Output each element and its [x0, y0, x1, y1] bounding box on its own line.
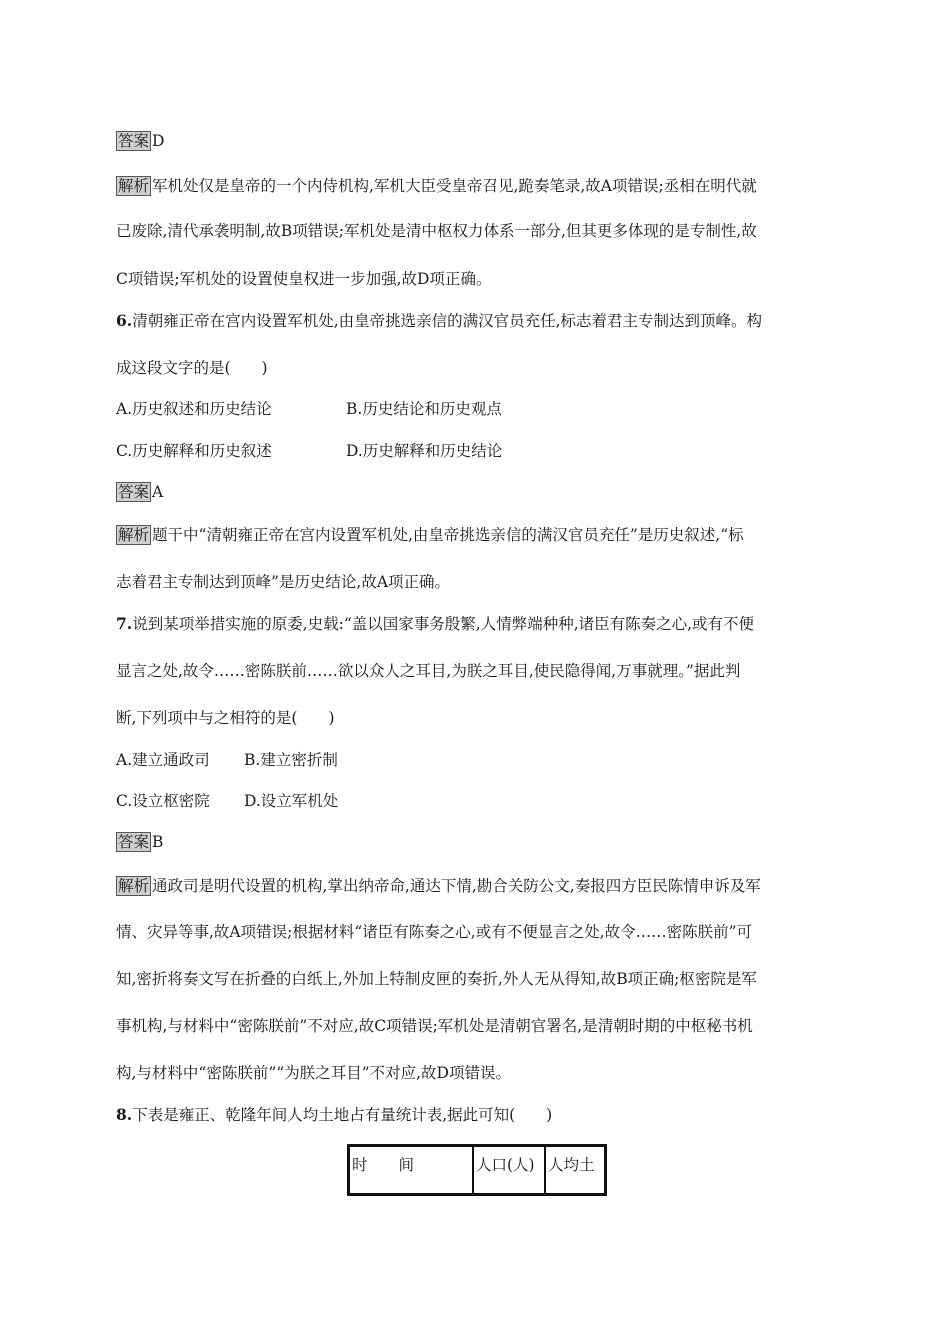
q7-stem-line-1: [116, 614, 754, 634]
q7-option-a: A.建立通政司: [116, 751, 210, 769]
q7-analysis-text: 通政司是明代设置的机构,掌出纳帝命,通达下情,勘合关防公文,奏报四方臣民陈情申诉及军: [152, 877, 761, 895]
answer-tag: 答案: [118, 833, 150, 851]
q7-option-b: B.建立密折制: [244, 751, 338, 769]
analysis-tag: 解析: [118, 177, 150, 195]
answer-tag: 答案: [118, 132, 150, 150]
q6-option-a: A.历史叙述和历史结论: [116, 400, 272, 418]
q6-option-d: D.历史解释和历史结论: [346, 442, 503, 460]
q7-option-d: D.设立军机处: [244, 792, 339, 810]
q6-analysis-text: 题干中“清朝雍正帝在宫内设置军机处,由皇帝挑选亲信的满汉官员充任”是历史叙述,“标: [152, 526, 744, 544]
q6-answer-line: [116, 482, 163, 502]
q6-stem-line-2: 成这段文字的是( ): [116, 359, 268, 377]
q7-analysis-line-2: 情、灾异等事,故A项错误;根据材料“诸臣有陈奏之心,或有不便显言之处,故令……密陈朕前”可: [116, 923, 753, 941]
q7-analysis-line-1: [116, 876, 761, 896]
q6-stem-line-1: [116, 311, 762, 331]
q5-answer: D: [152, 132, 165, 150]
q6-analysis-line-1: [116, 525, 744, 545]
q5-analysis-text: 军机处仅是皇帝的一个内侍机构,军机大臣受皇帝召见,跪奏笔录,故A项错误;丞相在明代就: [152, 177, 757, 195]
table-header-population: 人口(人): [473, 1146, 545, 1195]
q7-number: 7.: [116, 614, 133, 633]
analysis-tag: 解析: [118, 877, 150, 895]
table-header-land-per-capita: 人均土: [545, 1146, 606, 1195]
q5-analysis-line-2: 已废除,清代承袭明制,故B项错误;军机处是清中枢权力体系一部分,但其更多体现的是专制性,故: [116, 222, 757, 240]
analysis-tag: 解析: [118, 526, 150, 544]
q7-answer: B: [152, 833, 164, 851]
q8-stem-text: 下表是雍正、乾隆年间人均土地占有量统计表,据此可知( ): [132, 1106, 553, 1124]
q8-number: 8.: [116, 1105, 133, 1124]
q6-stem-text: 清朝雍正帝在宫内设置军机处,由皇帝挑选亲信的满汉官员充任,标志着君主专制达到顶峰。构: [132, 312, 763, 330]
table-header-row: [349, 1146, 606, 1195]
q8-stem-line: [116, 1105, 552, 1125]
answer-tag: 答案: [118, 483, 150, 501]
q6-option-c: C.历史解释和历史叙述: [116, 442, 272, 460]
population-land-table: [347, 1144, 607, 1196]
q5-answer-line: [116, 131, 164, 151]
q6-answer: A: [152, 483, 164, 501]
q7-answer-line: [116, 832, 163, 852]
q7-option-c: C.设立枢密院: [116, 792, 210, 810]
q7-analysis-line-5: 构,与材料中“密陈朕前”“为朕之耳目”不对应,故D项错误。: [116, 1064, 511, 1082]
table-header-time: 时 间: [349, 1146, 474, 1195]
q7-analysis-line-4: 事机构,与材料中“密陈朕前”不对应,故C项错误;军机处是清朝官署名,是清朝时期的中枢秘书机: [116, 1017, 753, 1035]
q6-analysis-line-2: 志着君主专制达到顶峰”是历史结论,故A项正确。: [116, 573, 451, 591]
q7-stem-line-3: 断,下列项中与之相符的是( ): [116, 709, 335, 727]
q5-analysis-line-3: C项错误;军机处的设置使皇权进一步加强,故D项正确。: [116, 270, 492, 288]
q6-option-b: B.历史结论和历史观点: [346, 400, 502, 418]
q7-stem-line-2: 显言之处,故令……密陈朕前……欲以众人之耳目,为朕之耳目,使民隐得闻,万事就理。”据此判: [116, 662, 741, 680]
q5-analysis-line-1: [116, 176, 757, 196]
q6-number: 6.: [116, 311, 133, 330]
q7-stem-text: 说到某项举措实施的原委,史载:“盖以国家事务殷繁,人情弊端种种,诸臣有陈奏之心,或有不便: [132, 615, 755, 633]
q7-analysis-line-3: 知,密折将奏文写在折叠的白纸上,外加上特制皮匣的奏折,外人无从得知,故B项正确;枢密院是军: [116, 970, 757, 988]
